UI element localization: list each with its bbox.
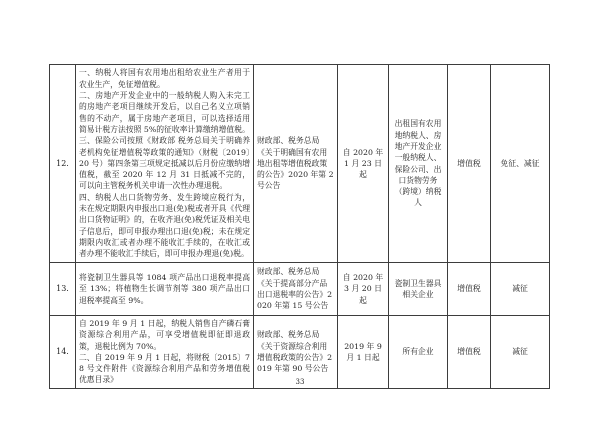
policy-description-paragraph: 二、自 2019 年 9 月 1 日起，将财税〔2015〕78 号文件附件《资源综合利用产品和劳务增值税优惠目录》 (79, 352, 250, 385)
policy-description-cell (76, 65, 254, 263)
benefit-type-cell: 减征 (491, 263, 550, 316)
policy-description-paragraph: 三、保险公司按照《财政部 税务总局关于明确养老机构免征增值税等政策的通知》（财税〔2019〕20 号）第四条第三项规定抵减以后月份应缴纳增值税，截至 2020 年 12 月 31 日抵减不完的，可以向主管税务机关申请一次性办理退税。 (79, 136, 250, 191)
tax-policy-table (49, 64, 550, 389)
row-number: 14. (50, 316, 76, 389)
table-row (50, 263, 550, 316)
policy-description-paragraph: 四、纳税人出口货物劳务、发生跨境应税行为，未在规定期限内申报出口退(免)税或者开具《代理出口货物证明》的，在收齐退(免)税凭证及相关电子信息后，即可申报办理出口退(免)税；未在规定期限内收汇或者办理不能收汇手续的，在收汇或者办理不能收汇手续后，即可申报办理退(免)税。 (79, 192, 250, 259)
effective-date-cell: 自 2020 年 3 月 20 日起 (338, 263, 389, 316)
applicable-entities-cell: 所有企业 (389, 316, 448, 389)
policy-document-cell: 财政部、税务总局《关于提高部分产品出口退税率的公告》2020 年第 15 号公告 (254, 263, 338, 316)
benefit-type-cell: 减征 (491, 316, 550, 389)
tax-type-cell: 增值税 (448, 316, 491, 389)
policy-description-cell (76, 263, 254, 316)
policy-document-cell: 财政部、税务总局《关于明确国有农用地出租等增值税政策的公告》2020 年第 2 号公告 (254, 65, 338, 263)
applicable-entities-cell: 出租国有农用地纳税人、房地产开发企业一般纳税人、保险公司、出口货物劳务（跨境）纳税人 (389, 65, 448, 263)
policy-description-paragraph: 将瓷制卫生器具等 1084 项产品出口退税率提高至 13%；将植物生长调节剂等 380 项产品出口退税率提高至 9%。 (79, 273, 250, 305)
policy-description-paragraph: 二、房地产开发企业中的一般纳税人购入未完工的房地产老项目继续开发后，以自己名义立项销售的不动产，属于房地产老项目，可以选择适用简易计税方法按照 5%的征收率计算缴纳增值税。 (79, 91, 250, 134)
page-number: 33 (295, 378, 305, 386)
effective-date-cell: 2019 年 9 月 1 日起 (338, 316, 389, 389)
policy-document-cell: 财政部、税务总局《关于资源综合利用增值税政策的公告》2019 年第 90 号公告 (254, 316, 338, 389)
effective-date-cell: 自 2020 年 1 月 23 日起 (338, 65, 389, 263)
row-number: 13. (50, 263, 76, 316)
applicable-entities-cell: 瓷制卫生器具相关企业 (389, 263, 448, 316)
policy-description-paragraph: 自 2019 年 9 月 1 日起，纳税人销售自产磷石膏资源综合利用产品，可享受增值税即征即退政策，退税比例为 70%。 (79, 319, 250, 351)
table-row (50, 65, 550, 263)
benefit-type-cell: 免征、减征 (491, 65, 550, 263)
tax-type-cell: 增值税 (448, 263, 491, 316)
row-number: 12. (50, 65, 76, 263)
policy-description-paragraph: 一、纳税人将国有农用地出租给农业生产者用于农业生产，免征增值税。 (79, 68, 250, 89)
tax-type-cell: 增值税 (448, 65, 491, 263)
